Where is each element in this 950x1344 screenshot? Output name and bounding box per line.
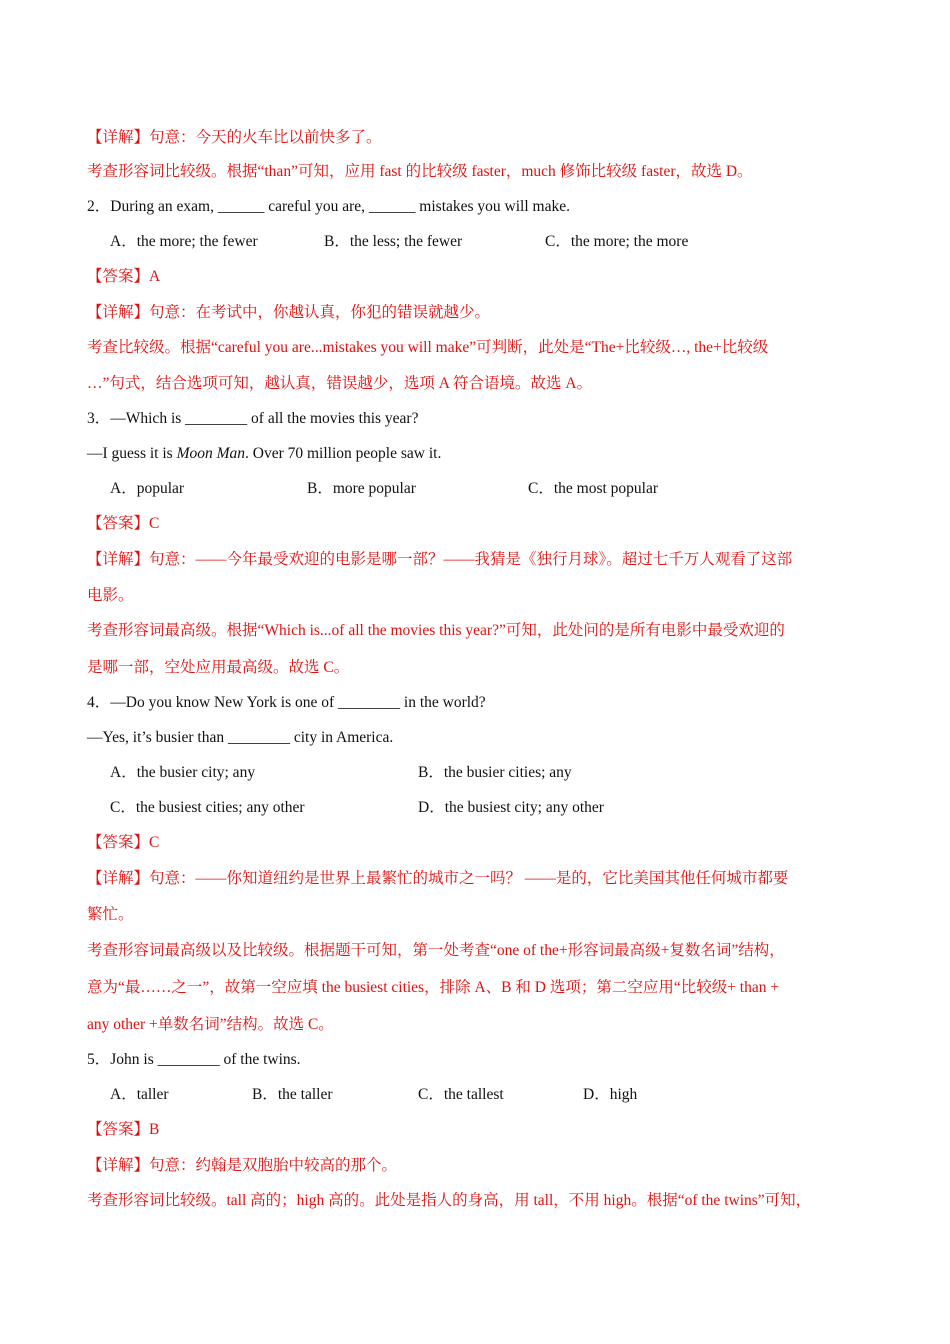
q3-explanation-line-1: 考查形容词最高级。根据“Which is...of all the movies this year?”可知，此处问的是所有电影中最受欢迎的 (87, 622, 785, 639)
q4-reply: —Yes, it’s busier than ________ city in America. (87, 729, 394, 746)
q2-stem: 2．During an exam, ______ careful you are, ______ mistakes you will make. (87, 198, 570, 215)
q3-option-b: B．more popular (307, 480, 416, 497)
q3-stem: 3．—Which is ________ of all the movies this year? (87, 410, 419, 427)
q2-option-a: A．the more; the fewer (110, 233, 258, 250)
q3-detail-line-1: 【详解】句意：——今年最受欢迎的电影是哪一部？——我猜是《独行月球》。超过七千万人观看了这部 (87, 551, 793, 568)
q3-explanation-line-2: 是哪一部，空处应用最高级。故选 C。 (87, 659, 350, 676)
q1-explanation: 考查形容词比较级。根据“than”可知，应用 fast 的比较级 faster，much 修饰比较级 faster，故选 D。 (87, 163, 753, 180)
q5-option-c: C．the tallest (418, 1086, 504, 1103)
q5-option-b: B．the taller (252, 1086, 333, 1103)
q4-option-a: A．the busier city; any (110, 764, 256, 781)
q2-detail: 【详解】句意：在考试中，你越认真，你犯的错误就越少。 (87, 304, 491, 321)
q5-stem: 5．John is ________ of the twins. (87, 1051, 301, 1068)
movie-title: Moon Man (176, 445, 246, 462)
q4-option-d: D．the busiest city; any other (418, 799, 604, 816)
q4-option-b: B．the busier cities; any (418, 764, 572, 781)
q2-explanation-line-2: …”句式，结合选项可知，越认真，错误越少，选项 A 符合语境。故选 A。 (87, 375, 593, 392)
q3-answer: 【答案】C (87, 515, 160, 532)
q4-detail-line-2: 繁忙。 (87, 906, 134, 923)
q5-explanation: 考查形容词比较级。tall 高的；high 高的。此处是指人的身高，用 tall，不用 high。根据“of the twins”可知， (87, 1192, 812, 1209)
q3-reply: —I guess it is Moon Man. Over 70 million people saw it. (87, 445, 442, 462)
q3-option-c: C．the most popular (528, 480, 659, 497)
q3-option-a: A．popular (110, 480, 185, 497)
q5-option-a: A．taller (110, 1086, 169, 1103)
q5-answer: 【答案】B (87, 1121, 160, 1138)
q1-detail: 【详解】句意：今天的火车比以前快多了。 (87, 129, 382, 146)
q2-option-c: C．the more; the more (545, 233, 689, 250)
q2-answer: 【答案】A (87, 268, 161, 285)
q5-option-d: D．high (583, 1086, 638, 1103)
q4-explanation-line-3: any other +单数名词”结构。故选 C。 (87, 1016, 334, 1033)
q2-option-b: B．the less; the fewer (324, 233, 463, 250)
q4-explanation-line-2: 意为“最……之一”，故第一空应填 the busiest cities，排除 A、B 和 D 选项；第二空应用“比较级+ than + (87, 979, 780, 996)
q4-stem: 4．—Do you know New York is one of ________ in the world? (87, 694, 486, 711)
q4-explanation-line-1: 考查形容词最高级以及比较级。根据题干可知，第一处考查“one of the+形容词最高级+复数名词”结构， (87, 942, 785, 959)
q4-answer: 【答案】C (87, 834, 160, 851)
q3-detail-line-2: 电影。 (87, 587, 134, 604)
q5-detail: 【详解】句意：约翰是双胞胎中较高的那个。 (87, 1157, 398, 1174)
q4-option-c: C．the busiest cities; any other (110, 799, 305, 816)
q4-detail-line-1: 【详解】句意：——你知道纽约是世界上最繁忙的城市之一吗？ ——是的，它比美国其他任何城市都要 (87, 870, 789, 887)
q2-explanation-line-1: 考查比较级。根据“careful you are...mistakes you will make”可判断，此处是“The+比较级…, the+比较级 (87, 339, 769, 356)
